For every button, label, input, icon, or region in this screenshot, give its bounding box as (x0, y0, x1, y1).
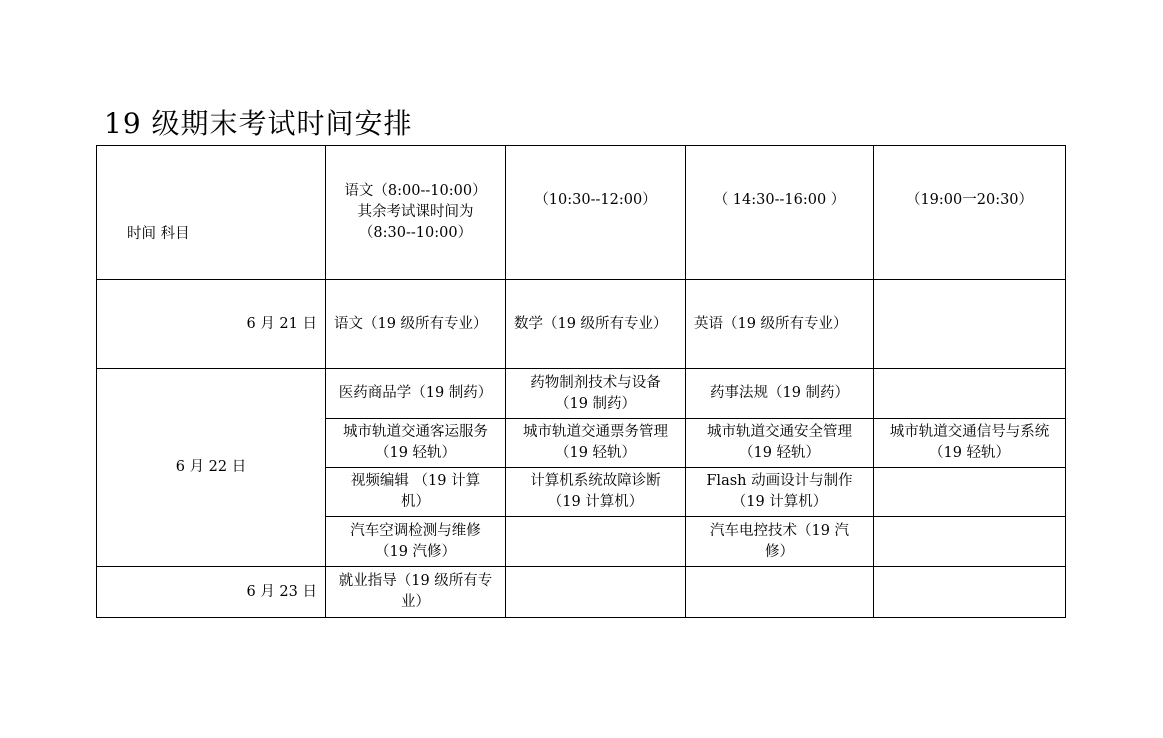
header-slot-4-label: （19:00一20:30） (905, 192, 1034, 208)
exam-cell (326, 567, 506, 618)
exam-cell-line: （19 汽修） (374, 543, 457, 560)
header-slot-1-line-1: 语文（8:00--10:00） (344, 183, 487, 199)
header-slot-3-label: （ 14:30--16:00 ） (713, 192, 846, 208)
exam-cell-line: 药物制剂技术与设备 (530, 374, 661, 391)
exam-cell-line: （19 轻轨） (928, 445, 1011, 461)
header-corner-label: 时间 科目 (127, 226, 190, 242)
exam-cell-line: 汽车电控技术（19 汽 (709, 522, 850, 539)
header-slot-1-line-3: （8:30--10:00） (358, 225, 473, 241)
table-row (97, 369, 1066, 419)
exam-cell-line: Flash 动画设计与制作 (706, 473, 853, 489)
header-slot-3 (686, 146, 874, 280)
exam-cell: 数学（19 级所有专业） (506, 280, 686, 369)
exam-cell (686, 468, 874, 517)
exam-cell-line: 业） (401, 594, 430, 610)
exam-cell-line: 修） (765, 543, 794, 560)
exam-cell-line: （19 制药） (554, 395, 637, 412)
exam-cell-line: （19 轻轨） (374, 445, 457, 461)
exam-cell-line: 视频编辑 （19 计算 (350, 473, 481, 489)
exam-cell (686, 517, 874, 567)
exam-cell (506, 369, 686, 419)
exam-cell-empty (686, 567, 874, 618)
exam-cell-empty (874, 517, 1066, 567)
exam-cell-empty (506, 567, 686, 618)
exam-cell-line: （19 轻轨） (738, 445, 821, 461)
exam-cell (326, 419, 506, 468)
exam-cell: 药事法规（19 制药） (686, 369, 874, 419)
exam-cell-empty (874, 468, 1066, 517)
exam-cell (686, 419, 874, 468)
exam-cell-line: 城市轨道交通客运服务 (343, 424, 488, 440)
exam-cell (506, 419, 686, 468)
date-cell-june21: 6 月 21 日 (97, 280, 326, 369)
date-cell-june22: 6 月 22 日 (97, 369, 326, 567)
exam-cell: 医药商品学（19 制药） (326, 369, 506, 419)
exam-cell-empty (506, 517, 686, 567)
exam-cell: 英语（19 级所有专业） (686, 280, 874, 369)
exam-cell-line: 城市轨道交通票务管理 (523, 424, 668, 440)
table-header-row (97, 146, 1066, 280)
exam-cell-empty (874, 280, 1066, 369)
header-corner-cell (97, 146, 326, 280)
exam-cell-line: （19 计算机） (547, 494, 644, 510)
exam-cell-line: 汽车空调检测与维修 (350, 522, 481, 539)
exam-cell: 语文（19 级所有专业） (326, 280, 506, 369)
exam-cell-line: 计算机系统故障诊断 (530, 473, 661, 489)
exam-cell-empty (874, 567, 1066, 618)
header-slot-2 (506, 146, 686, 280)
exam-cell (506, 468, 686, 517)
exam-cell-line: （19 轻轨） (554, 445, 637, 461)
header-slot-1 (326, 146, 506, 280)
exam-cell-line: 就业指导（19 级所有专 (338, 573, 493, 589)
exam-cell-line: （19 计算机） (731, 494, 828, 510)
exam-cell (326, 468, 506, 517)
table-row (97, 280, 1066, 369)
header-slot-1-line-2: 其余考试课时间为 (357, 204, 474, 220)
header-slot-2-label: （10:30--12:00） (534, 192, 657, 208)
exam-cell-line: 城市轨道交通信号与系统 (889, 424, 1050, 440)
exam-cell (326, 517, 506, 567)
header-slot-4 (874, 146, 1066, 280)
exam-cell (874, 419, 1066, 468)
page-title: 19 级期末考试时间安排 (104, 107, 413, 140)
exam-cell-line: 机） (401, 494, 430, 510)
date-cell-june23: 6 月 23 日 (97, 567, 326, 618)
exam-cell-line: 城市轨道交通安全管理 (707, 424, 852, 440)
exam-schedule-table (96, 145, 1066, 618)
table-row (97, 567, 1066, 618)
exam-cell-empty (874, 369, 1066, 419)
